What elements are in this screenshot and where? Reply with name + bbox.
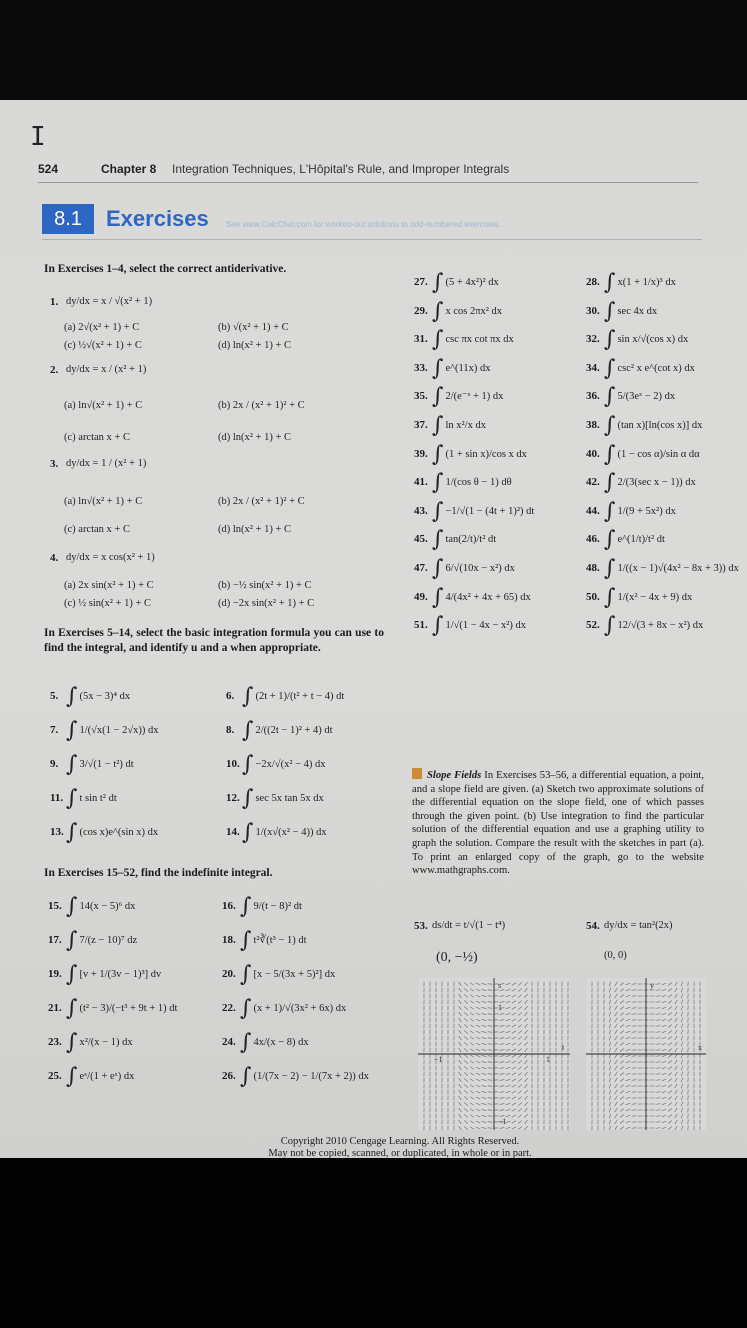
integrand: 12/√(3 + 8x − x²) dx [617, 620, 704, 632]
integral-sign-icon: ∫ [242, 718, 254, 743]
exercise-integral [66, 928, 137, 953]
integrand: x²/(x − 1) dx [79, 1037, 133, 1048]
exercise-integral [604, 499, 676, 524]
integrand: ln x²/x dx [445, 420, 486, 431]
exercise-integral [240, 928, 307, 953]
exercise-number: 40. [586, 447, 600, 460]
choice-d: (d) ln(x² + 1) + C [218, 340, 292, 351]
exercise-integral [240, 1030, 309, 1055]
copyright-footer [200, 1136, 600, 1158]
axis-label-y: y [650, 981, 654, 990]
integrand: t sin t² dt [79, 793, 117, 804]
instructions-1-4: In Exercises 1–4, select the correct antiderivative. [44, 263, 287, 275]
exercise-number: 11. [50, 792, 64, 804]
slope-segment [488, 996, 493, 997]
integral-sign-icon: ∫ [242, 786, 254, 811]
exercise-number: 26. [222, 1070, 236, 1082]
exercise-number: 18. [222, 934, 236, 946]
slope-field-53 [418, 978, 570, 1130]
integrand: 7/(z − 10)⁷ dz [79, 935, 138, 946]
calcchat-link[interactable]: See www.CalcChat.com for worked-out solutions to odd-numbered exercises. [226, 220, 501, 229]
exercise-integral [242, 718, 333, 743]
slope-field-54-graph [586, 978, 706, 1130]
axis-label-x: t [562, 1043, 565, 1052]
copyright-restriction-line: May not be copied, scanned, or duplicated, in whole or in part. [268, 1148, 532, 1158]
exercise-number: 29. [414, 304, 428, 317]
integral-sign-icon: ∫ [66, 894, 78, 919]
integrand: 3/√(1 − t²) dt [79, 759, 134, 770]
integral-sign-icon: ∫ [66, 684, 78, 709]
integrand: 1/(9 + 5x²) dx [617, 505, 676, 517]
choice-b: (b) 2x / (x² + 1)² + C [218, 496, 305, 507]
integral-sign-icon: ∫ [604, 527, 616, 553]
dark-background-top [0, 0, 747, 100]
integral-sign-icon: ∫ [240, 1064, 252, 1089]
exercise-integral [604, 585, 692, 610]
exercise-question: dy/dx = 1 / (x² + 1) [66, 458, 147, 469]
exercise-integral [604, 556, 739, 581]
integrand: 5/(3eˣ − 2) dx [617, 391, 676, 403]
integrand: (1 + sin x)/cos x dx [445, 448, 527, 460]
exercise-number: 39. [414, 447, 428, 460]
slope-fields-instructions [412, 768, 704, 878]
choice-c: (c) ½ sin(x² + 1) + C [64, 598, 152, 609]
choice-c: (c) ½√(x² + 1) + C [64, 340, 142, 351]
exercise-integral [432, 413, 486, 438]
choice-a: (a) 2x sin(x² + 1) + C [64, 580, 154, 591]
integral-sign-icon: ∫ [432, 498, 444, 524]
integrand: 1/(x√(x² − 4)) dx [255, 827, 327, 838]
slope-segment [488, 1068, 493, 1069]
exercise-number: 13. [50, 826, 64, 838]
integral-sign-icon: ∫ [242, 752, 254, 777]
integral-sign-icon: ∫ [604, 384, 616, 410]
integral-sign-icon: ∫ [604, 441, 616, 467]
exercise-number: 27. [414, 276, 428, 288]
slope-segment [488, 1080, 493, 1081]
exercise-number: 20. [222, 968, 236, 980]
integrand: 1/(cos θ − 1) dθ [445, 477, 512, 489]
exercise-integral [66, 820, 158, 845]
choice-c: (c) arctan x + C [64, 432, 130, 443]
exercise-integral [604, 270, 676, 295]
integrand: 1/(x² − 4x + 9) dx [617, 591, 693, 603]
integral-sign-icon: ∫ [432, 270, 444, 295]
exercise-number: 22. [222, 1002, 236, 1014]
exercise-number: 35. [414, 390, 428, 403]
tick-label-x-pos: 1 [546, 1055, 550, 1064]
integrand: csc πx cot πx dx [445, 334, 514, 346]
exercise-number: 15. [48, 900, 62, 912]
slope-segment [488, 1128, 493, 1129]
integral-sign-icon: ∫ [432, 327, 444, 353]
exercise-integral [240, 996, 346, 1021]
integrand: (1 − cos α)/sin α dα [617, 448, 700, 460]
choice-a: (a) ln√(x² + 1) + C [64, 400, 143, 411]
exercise-number: 14. [226, 826, 240, 838]
exercise-integral [66, 718, 158, 743]
slope-segment [488, 1104, 493, 1105]
integrand: [v + 1/(3v − 1)³] dv [79, 969, 162, 980]
slope-fields-text: In Exercises 53–56, a differential equation, a point, and a slope field are given. (a) Sketch two approximate solutions of the differential equation on the slope field, one of which passes through the given point. (b) Use integration to find the particular solution of the differential equation and use a graphing utility to graph the solution. Compare the result with the sketches in part (a). To print an enlarged copy of the graph, go to the website www.mathgraphs.com. [412, 770, 704, 877]
exercise-number: 52. [586, 619, 600, 632]
slope-segment [488, 1062, 493, 1063]
choice-b: (b) 2x / (x² + 1)² + C [218, 400, 305, 411]
slope-segment [488, 984, 493, 985]
chapter-label: Chapter 8 [101, 162, 157, 176]
exercise-53-equation: ds/dt = t/√(1 − t⁴) [432, 920, 506, 931]
exercise-number: 41. [414, 476, 428, 489]
exercise-53-point: (0, −½) [436, 950, 478, 965]
exercise-number: 3. [50, 458, 59, 470]
exercise-number: 31. [414, 333, 428, 346]
integrand: t²∛(t³ − 1) dt [253, 935, 307, 946]
integrand: sin x/√(cos x) dx [617, 334, 689, 346]
integral-sign-icon: ∫ [66, 928, 78, 953]
slope-segment [488, 1026, 493, 1027]
integrand: 2/((2t − 1)² + 4) dt [255, 725, 333, 736]
exercise-number: 4. [50, 552, 59, 564]
choice-d: (d) −2x sin(x² + 1) + C [218, 598, 315, 609]
exercise-integral [242, 752, 326, 777]
integrand: 2/(3(sec x − 1)) dx [617, 477, 696, 489]
integrand: eˣ/(1 + eˣ) dx [79, 1071, 135, 1082]
slope-segment [488, 1086, 493, 1087]
exercise-integral [66, 996, 177, 1021]
exercise-number: 54. [586, 920, 600, 932]
integral-sign-icon: ∫ [432, 355, 444, 381]
exercise-number: 47. [414, 562, 428, 574]
integrand: 1/((x − 1)√(4x² − 8x + 3)) dx [617, 563, 739, 574]
exercise-integral [432, 527, 496, 552]
exercise-integral [432, 613, 526, 638]
integral-sign-icon: ∫ [240, 1030, 252, 1055]
choice-d: (d) ln(x² + 1) + C [218, 524, 292, 535]
choice-a: (a) ln√(x² + 1) + C [64, 496, 143, 507]
integral-sign-icon: ∫ [242, 684, 254, 709]
exercise-number: 5. [50, 690, 59, 702]
integral-sign-icon: ∫ [604, 556, 616, 581]
integral-sign-icon: ∫ [604, 270, 616, 295]
exercise-number: 30. [586, 304, 600, 317]
exercise-number: 33. [414, 361, 428, 374]
exercise-integral [66, 786, 117, 811]
slope-segment [488, 1038, 493, 1039]
section-number: 8.1 [42, 204, 94, 234]
exercise-number: 21. [48, 1002, 62, 1014]
exercise-number: 50. [586, 590, 600, 603]
integral-sign-icon: ∫ [240, 928, 252, 953]
integrand: csc² x e^(cot x) dx [617, 362, 695, 374]
integrand: 1/(√x(1 − 2√x)) dx [79, 725, 159, 736]
exercise-integral [240, 962, 335, 987]
instructions-5-14: In Exercises 5–14, select the basic integration formula you can use to find the integral, and identify u and a when appropriate. [44, 627, 384, 654]
slope-segment [488, 1116, 493, 1117]
exercise-number: 37. [414, 419, 428, 431]
tick-label-x-neg: −1 [434, 1055, 443, 1064]
exercise-integral [66, 1064, 134, 1089]
exercise-integral [242, 786, 324, 811]
exercise-number: 19. [48, 968, 62, 980]
integrand: (1/(7x − 2) − 1/(7x + 2)) dx [253, 1071, 369, 1082]
exercise-integral [604, 356, 695, 381]
slope-segment [488, 1122, 493, 1123]
integrand: 9/(t − 8)² dt [253, 901, 302, 912]
integrand: −2x/√(x² − 4) dx [255, 759, 326, 770]
integrand: 4/(4x² + 4x + 65) dx [445, 591, 531, 603]
page-number: 524 [38, 162, 59, 176]
integral-sign-icon: ∫ [432, 527, 444, 553]
slope-segment [488, 1050, 493, 1051]
choice-c: (c) arctan x + C [64, 524, 130, 535]
exercise-integral [66, 962, 161, 987]
exercise-integral [432, 585, 531, 610]
exercise-integral [604, 470, 696, 495]
exercise-number: 46. [586, 533, 600, 546]
integral-sign-icon: ∫ [432, 441, 444, 467]
exercise-number: 7. [50, 724, 59, 736]
exercise-question: dy/dx = x / √(x² + 1) [66, 296, 153, 307]
exercise-number: 12. [226, 792, 240, 804]
integral-sign-icon: ∫ [242, 820, 254, 845]
chapter-title: Integration Techniques, L'Hôpital's Rule, and Improper Integrals [172, 162, 510, 176]
exercise-integral [604, 384, 675, 409]
exercise-integral [432, 442, 527, 467]
exercise-number: 43. [414, 504, 428, 517]
integral-sign-icon: ∫ [66, 1064, 78, 1089]
slope-segment [488, 1056, 493, 1057]
slope-segment [488, 1020, 493, 1021]
integral-sign-icon: ∫ [604, 498, 616, 524]
slope-segment [488, 1008, 493, 1009]
exercise-integral [66, 894, 135, 919]
exercise-integral [432, 327, 514, 352]
integrand: sec 5x tan 5x dx [255, 793, 324, 804]
integrand: 6/√(10x − x²) dx [445, 563, 515, 574]
exercise-integral [432, 499, 534, 524]
integral-sign-icon: ∫ [604, 413, 616, 438]
integrand: (t² − 3)/(−t³ + 9t + 1) dt [79, 1003, 178, 1014]
integral-sign-icon: ∫ [604, 327, 616, 353]
integrand: e^(1/t)/t² dt [617, 534, 665, 546]
slope-fields-heading: Slope Fields [427, 770, 482, 781]
exercise-integral [240, 894, 302, 919]
choice-a: (a) 2√(x² + 1) + C [64, 322, 140, 333]
exercise-number: 51. [414, 619, 428, 632]
dark-background-bottom [0, 1158, 747, 1328]
copyright-line: Copyright 2010 Cengage Learning. All Rights Reserved. [280, 1136, 520, 1147]
integral-sign-icon: ∫ [432, 556, 444, 581]
integrand: e^(11x) dx [445, 362, 491, 374]
exercise-number: 17. [48, 934, 62, 946]
integral-sign-icon: ∫ [66, 996, 78, 1021]
exercise-integral [604, 442, 700, 467]
integral-sign-icon: ∫ [432, 584, 444, 610]
slope-segment [488, 1074, 493, 1075]
integral-sign-icon: ∫ [432, 384, 444, 410]
integral-sign-icon: ∫ [604, 613, 616, 639]
exercise-54-point: (0, 0) [604, 950, 627, 961]
integral-sign-icon: ∫ [240, 962, 252, 987]
exercise-integral [432, 299, 502, 324]
exercise-integral [66, 752, 134, 777]
integrand: (2t + 1)/(t² + t − 4) dt [255, 691, 345, 702]
integrand: [x − 5/(3x + 5)²] dx [253, 969, 336, 980]
integral-sign-icon: ∫ [66, 718, 78, 743]
integral-sign-icon: ∫ [66, 752, 78, 777]
integrand: (5 + 4x²)² dx [445, 277, 499, 288]
exercise-number: 25. [48, 1070, 62, 1082]
exercise-number: 16. [222, 900, 236, 912]
integrand: sec 4x dx [617, 305, 658, 317]
exercise-number: 36. [586, 390, 600, 403]
integral-sign-icon: ∫ [432, 470, 444, 496]
exercise-integral [604, 413, 702, 438]
textbook-page [0, 100, 747, 1158]
exercise-integral [432, 356, 491, 381]
integrand: (x + 1)/√(3x² + 6x) dx [253, 1003, 347, 1014]
exercise-integral [604, 527, 665, 552]
exercise-number: 49. [414, 590, 428, 603]
header-rule [38, 182, 698, 183]
slope-segment [488, 1092, 493, 1093]
exercise-integral [432, 270, 499, 295]
exercise-number: 28. [586, 276, 600, 288]
slope-field-53-graph [418, 978, 570, 1130]
exercise-number: 10. [226, 758, 240, 770]
slope-segment [488, 1044, 493, 1045]
slope-segment [488, 1098, 493, 1099]
technology-flag-icon [412, 768, 422, 779]
text-cursor-icon: I [30, 122, 46, 152]
tick-label-y-neg: −1 [498, 1117, 507, 1126]
integral-sign-icon: ∫ [604, 470, 616, 496]
integrand: x cos 2πx² dx [445, 305, 503, 317]
exercise-number: 6. [226, 690, 235, 702]
integral-sign-icon: ∫ [240, 894, 252, 919]
axis-label-y: s [498, 981, 502, 990]
slope-field-54 [586, 978, 706, 1130]
exercise-integral [432, 556, 515, 581]
tick-label-y-pos: 1 [498, 1003, 502, 1012]
section-title: Exercises [106, 206, 209, 231]
exercise-number: 44. [586, 504, 600, 517]
integrand: (tan x)[ln(cos x)] dx [617, 420, 703, 431]
choice-b: (b) √(x² + 1) + C [218, 322, 289, 333]
exercise-54-equation: dy/dx = tan²(2x) [604, 920, 673, 931]
integral-sign-icon: ∫ [66, 786, 78, 811]
integrand: 14(x − 5)⁶ dx [79, 901, 136, 912]
exercise-integral [66, 1030, 133, 1055]
exercise-number: 38. [586, 419, 600, 431]
exercise-number: 1. [50, 296, 59, 308]
axis-label-x: x [698, 1043, 702, 1052]
integral-sign-icon: ∫ [432, 613, 444, 639]
slope-segment [488, 1002, 493, 1003]
choice-d: (d) ln(x² + 1) + C [218, 432, 292, 443]
integral-sign-icon: ∫ [432, 413, 444, 438]
integrand: 4x/(x − 8) dx [253, 1037, 309, 1048]
integral-sign-icon: ∫ [66, 820, 78, 845]
slope-segment [488, 1032, 493, 1033]
integrand: 2/(e⁻ˣ + 1) dx [445, 391, 504, 403]
exercise-integral [66, 684, 130, 709]
exercise-number: 24. [222, 1036, 236, 1048]
integral-sign-icon: ∫ [240, 996, 252, 1021]
exercise-number: 42. [586, 476, 600, 489]
exercise-integral [432, 384, 503, 409]
exercise-integral [604, 327, 688, 352]
choice-b: (b) −½ sin(x² + 1) + C [218, 580, 312, 591]
integrand: tan(2/t)/t² dt [445, 534, 497, 546]
slope-segment [488, 1014, 493, 1015]
instructions-15-52: In Exercises 15–52, find the indefinite integral. [44, 867, 273, 879]
integral-sign-icon: ∫ [432, 298, 444, 324]
section-rule [42, 239, 702, 240]
integral-sign-icon: ∫ [604, 298, 616, 324]
exercise-number: 34. [586, 361, 600, 374]
exercise-integral [242, 820, 327, 845]
exercise-number: 8. [226, 724, 235, 736]
exercise-integral [604, 613, 703, 638]
exercise-question: dy/dx = x cos(x² + 1) [66, 552, 155, 563]
exercise-integral [432, 470, 512, 495]
integrand: (cos x)e^(sin x) dx [79, 827, 159, 838]
exercise-integral [604, 299, 657, 324]
integral-sign-icon: ∫ [604, 584, 616, 610]
exercise-number: 2. [50, 364, 59, 376]
integrand: 1/√(1 − 4x − x²) dx [445, 620, 527, 632]
integrand: (5x − 3)⁴ dx [79, 691, 131, 702]
exercise-number: 45. [414, 533, 428, 546]
exercise-question: dy/dx = x / (x² + 1) [66, 364, 147, 375]
integral-sign-icon: ∫ [66, 962, 78, 987]
exercise-number: 48. [586, 562, 600, 574]
integrand: x(1 + 1/x)³ dx [617, 277, 676, 288]
integral-sign-icon: ∫ [604, 355, 616, 381]
exercise-number: 32. [586, 333, 600, 346]
exercise-number: 53. [414, 920, 428, 932]
exercise-integral [240, 1064, 369, 1089]
integral-sign-icon: ∫ [66, 1030, 78, 1055]
exercise-number: 23. [48, 1036, 62, 1048]
exercise-number: 9. [50, 758, 59, 770]
slope-segment [488, 990, 493, 991]
exercise-integral [242, 684, 344, 709]
integrand: −1/√(1 − (4t + 1)²) dt [445, 505, 535, 517]
slope-segment [488, 1110, 493, 1111]
